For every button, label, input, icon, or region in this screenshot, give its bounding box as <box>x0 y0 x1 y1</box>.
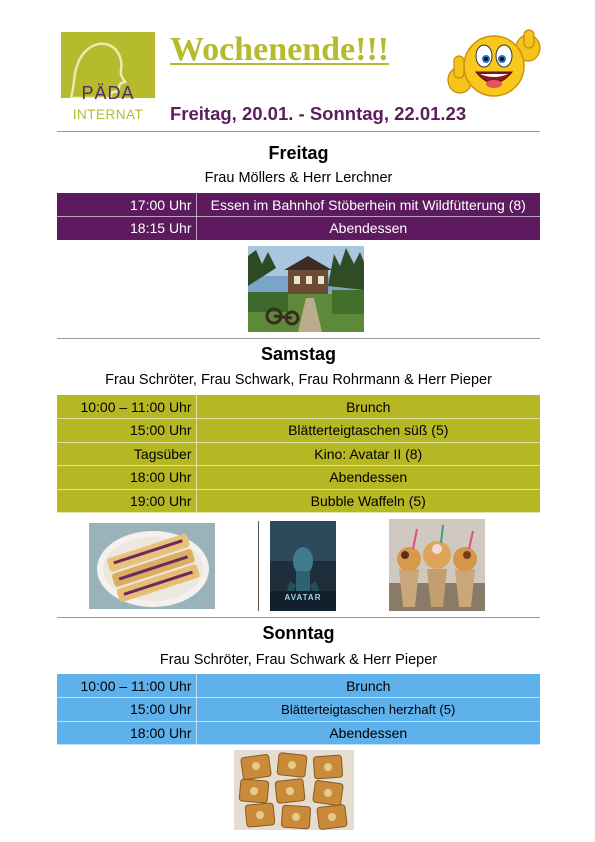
event-cell: Blätterteigtaschen süß (5) <box>196 419 540 443</box>
time-cell: 10:00 – 11:00 Uhr <box>57 674 196 698</box>
event-cell: Brunch <box>196 395 540 419</box>
date-range: Freitag, 20.01. - Sonntag, 22.01.23 <box>170 103 467 124</box>
time-cell: 18:15 Uhr <box>57 217 196 241</box>
time-cell: 15:00 Uhr <box>57 698 196 722</box>
event-cell: Kino: Avatar II (8) <box>196 442 540 466</box>
event-cell: Bubble Waffeln (5) <box>196 489 540 513</box>
sunday-staff: Frau Schröter, Frau Schwark & Herr Pieper <box>159 652 438 668</box>
event-cell: Abendessen <box>196 217 540 241</box>
table-row <box>57 419 540 443</box>
table-row <box>57 193 540 217</box>
sunday-heading: Sonntag <box>262 623 335 643</box>
divider <box>258 521 259 611</box>
table-row <box>57 217 540 241</box>
event-cell: Blätterteigtaschen herzhaft (5) <box>196 698 540 722</box>
saturday-staff: Frau Schröter, Frau Schwark, Frau Rohrmann & Herr Pieper <box>105 372 492 388</box>
savory-pastry-photo <box>234 750 354 830</box>
event-cell: Essen im Bahnhof Stöberhein mit Wildfütterung (8) <box>196 193 540 217</box>
time-cell: Tagsüber <box>57 442 196 466</box>
time-cell: 19:00 Uhr <box>57 489 196 513</box>
saturday-heading: Samstag <box>260 344 337 364</box>
table-row <box>57 489 540 513</box>
sweet-pastry-photo <box>89 523 215 609</box>
bubble-waffles-photo <box>389 519 485 611</box>
time-cell: 18:00 Uhr <box>57 466 196 490</box>
friday-heading: Freitag <box>268 143 329 163</box>
logo-wordmark: PÄDA <box>81 83 135 103</box>
table-row <box>57 442 540 466</box>
divider <box>57 617 540 618</box>
event-cell: Abendessen <box>196 721 540 745</box>
train-station-photo <box>248 246 364 332</box>
table-row <box>57 674 540 698</box>
paeda-internat-logo <box>61 32 155 124</box>
friday-staff: Frau Möllers & Herr Lerchner <box>204 170 393 186</box>
table-row <box>57 395 540 419</box>
page-title: Wochenende!!! <box>170 31 390 68</box>
table-row <box>57 721 540 745</box>
time-cell: 15:00 Uhr <box>57 419 196 443</box>
time-cell: 10:00 – 11:00 Uhr <box>57 395 196 419</box>
poster-title: AVATAR <box>284 593 322 602</box>
time-cell: 17:00 Uhr <box>57 193 196 217</box>
divider <box>57 131 540 132</box>
event-cell: Abendessen <box>196 466 540 490</box>
saturday-schedule <box>57 395 540 513</box>
logo-subtitle: INTERNAT <box>72 107 144 122</box>
time-cell: 18:00 Uhr <box>57 721 196 745</box>
event-cell: Brunch <box>196 674 540 698</box>
table-row <box>57 466 540 490</box>
divider <box>57 338 540 339</box>
thumbs-up-emoji-icon <box>446 28 542 102</box>
table-row <box>57 698 540 722</box>
friday-schedule <box>57 193 540 241</box>
sunday-schedule <box>57 674 540 745</box>
